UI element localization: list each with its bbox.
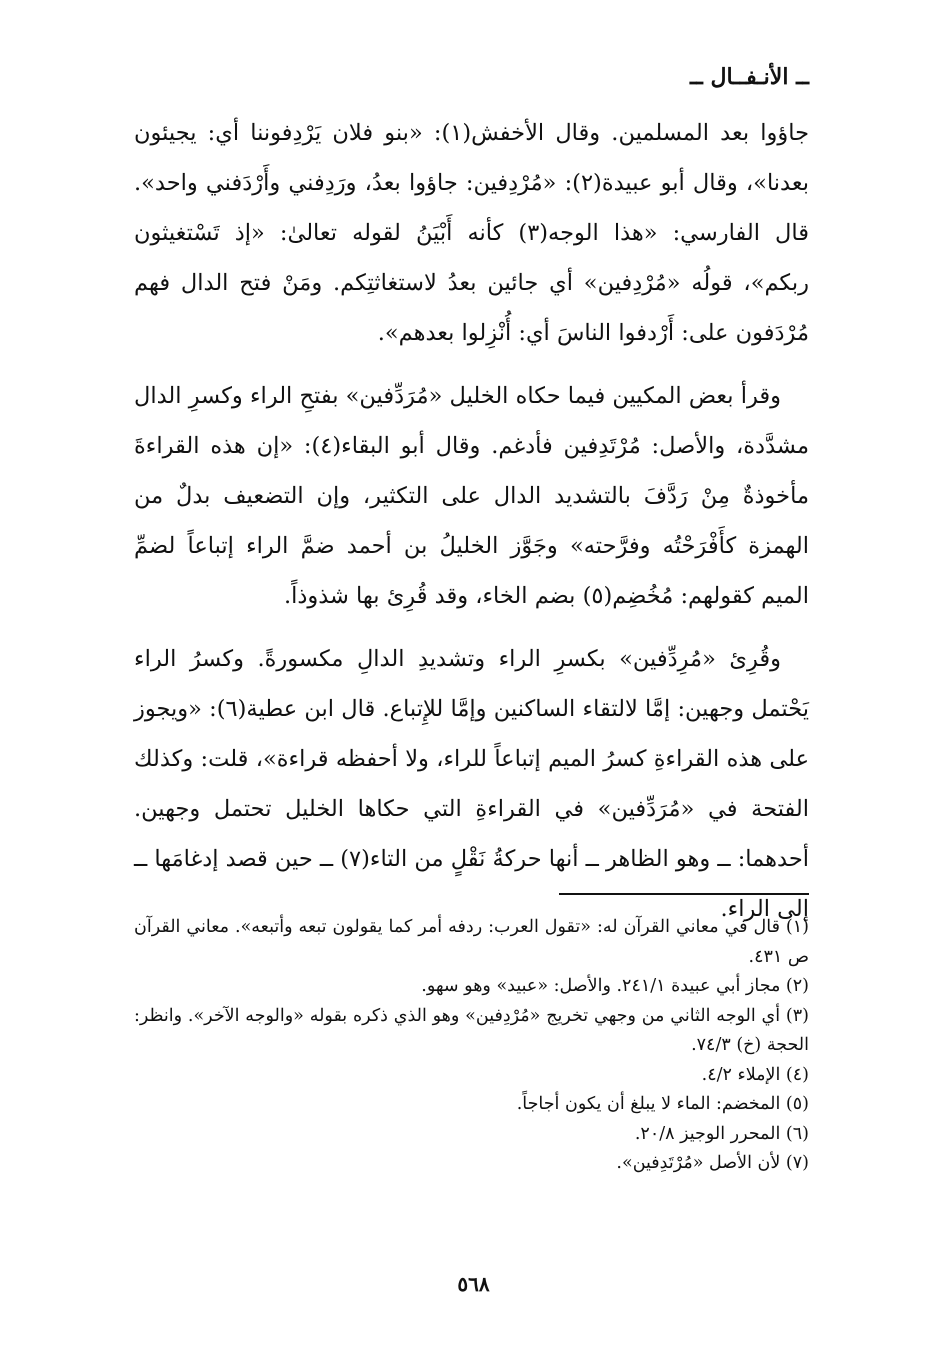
- page-number: ٥٦٨: [457, 1272, 490, 1296]
- footnotes: [134, 913, 809, 1179]
- paragraph: وقرأ بعض المكيين فيما حكاه الخليل «مُرَدِّفين» بفتحِ الراء وكسرِ الدال مشدَّدة، والأصل: مُرْتَدِفين فأدغم. وقال أبو البقاء(٤): «إن هذه القراءةَ مأخوذةٌ مِنْ رَدَّفَ بالتشديد الدال على التكثير، وإن التضعيف بدلٌ من الهمزة كأَفْرَحْتُه وفرَّحته» وجَوَّز الخليلُ بن أحمد ضمَّ الراء إتباعاً لضمِّ الميم كقولهم: مُخُضِم(٥) بضم الخاء، وقد قُرِئ بها شذوذاً.: [134, 383, 810, 609]
- footnote: (٣) أي الوجه الثاني من وجهي تخريج «مُرْدِفين» وهو الذي ذكره بقوله «والوجه الآخر». وانظر: الحجة (خ) ٧٤/٣.: [134, 1005, 809, 1055]
- footnote: (٥) المخضم: الماء لا يبلغ أن يكون أجاجاً.: [516, 1094, 809, 1114]
- footnote: (٦) المحرر الوجيز ٢٠/٨.: [634, 1123, 809, 1144]
- paragraph: وقُرِئ «مُرِدِّفين» بكسرِ الراء وتشديدِ الدالِ مكسورةً. وكسرُ الراء يَحْتمل وجهين: إمَّا لالتقاء الساكنين وإمَّا للإِتباع. قال ابن عطية(٦): «ويجوز على هذه القراءةِ كسرُ الميم إتباعاً للراء، ولا أحفظه قراءة»، قلت: وكذلك الفتحة في «مُرَدِّفين» في القراءةِ التي حكاها الخليل تحتمل وجهين. أحدهما: ــ وهو الظاهر ــ أنها حركةُ نَقْلٍ من التاء(٧) ــ حين قصد إدغامَها ــ إلى الراء.: [134, 646, 809, 922]
- footnote: (٤) الإملاء ٤/٢.: [701, 1064, 809, 1085]
- paragraph: جاؤوا بعد المسلمين. وقال الأخفش(١): «بنو فلان يَرْدِفوننا أي: يجيئون بعدنا»، وقال أبو عبيدة(٢): «مُرْدِفين: جاؤوا بعدُ، ورَدِفني وأَرْدَفني واحد». قال الفارسي: «هذا الوجه(٣) كأنه أَبْيَنُ لقوله تعالىٰ: «إذ تَسْتغيثون ربكم»، قولُه «مُرْدِفين» أي جائين بعدُ لاستغاثتِكم. ومَنْ فتح الدال فهم مُرْدَفون على: أَرْدفوا الناسَ أي: أُنْزِلوا بعدهم».: [134, 120, 810, 346]
- footnote: (٧) لأن الأصل «مُرْتَدِفين».: [616, 1153, 809, 1173]
- footnote-separator: [559, 893, 809, 895]
- running-header: ــ الأنـفــال ــ: [689, 64, 809, 90]
- footnote: (٢) مجاز أبي عبيدة ٢٤١/١. والأصل: «عبيد» وهو سهو.: [421, 976, 809, 996]
- footnote: (١) قال في معاني القرآن له: «تقول العرب: ردفه أمر كما يقولون تبعه وأتبعه». معاني القرآن ص ٤٣١.: [134, 917, 809, 967]
- main-text: [134, 108, 809, 947]
